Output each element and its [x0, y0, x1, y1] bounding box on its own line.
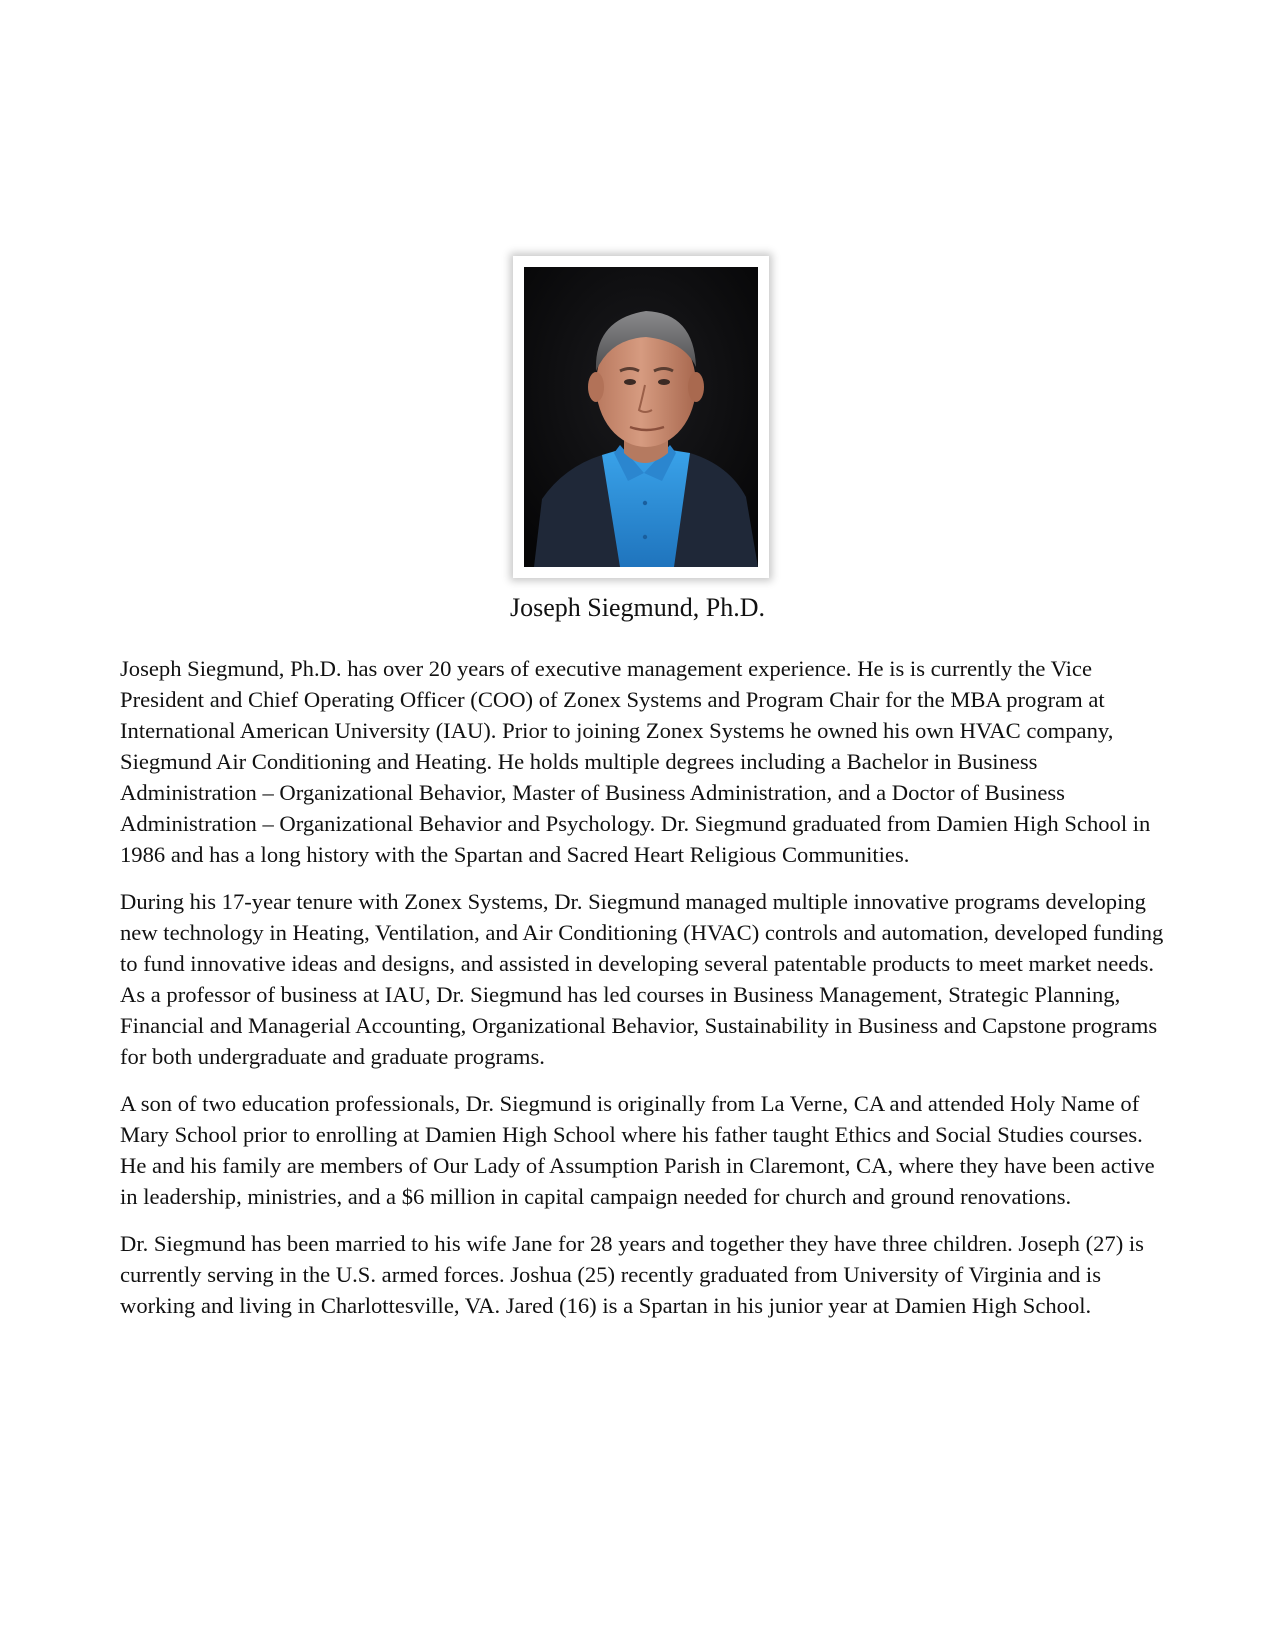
- bio-paragraph: Joseph Siegmund, Ph.D. has over 20 years of executive management experience. He is is currently the Vice President and Chief Operating Officer (COO) of Zonex Systems and Program Chair for the MBA program at International American University (IAU). Prior to joining Zonex Systems he owned his own HVAC company, Siegmund Air Conditioning and Heating. He holds multiple degrees including a Bachelor in Business Administration – Organizational Behavior, Master of Business Administration, and a Doctor of Business Administration – Organizational Behavior and Psychology. Dr. Siegmund graduated from Damien High School in 1986 and has a long history with the Spartan and Sacred Heart Religious Communities.: [120, 656, 1151, 867]
- shirt-button: [643, 501, 647, 505]
- bio-paragraph: During his 17-year tenure with Zonex Systems, Dr. Siegmund managed multiple innovative programs developing new technology in Heating, Ventilation, and Air Conditioning (HVAC) controls and automation, developed funding to fund innovative ideas and designs, and assisted in developing several patentable products to meet market needs. As a professor of business at IAU, Dr. Siegmund has led courses in Business Management, Strategic Planning, Financial and Managerial Accounting, Organizational Behavior, Sustainability in Business and Capstone programs for both undergraduate and graduate programs.: [120, 889, 1164, 1069]
- biography: [120, 653, 1165, 1337]
- ear-right: [688, 372, 704, 402]
- portrait-photo: [524, 267, 758, 567]
- eye-right: [658, 379, 670, 385]
- portrait-caption: Joseph Siegmund, Ph.D.: [510, 593, 765, 622]
- eye-left: [624, 379, 636, 385]
- portrait-frame: [513, 256, 769, 578]
- bio-paragraph: Dr. Siegmund has been married to his wife Jane for 28 years and together they have three children. Joseph (27) is currently serving in the U.S. armed forces. Joshua (25) recently graduated from University of Virginia and is working and living in Charlottesville, VA. Jared (16) is a Spartan in his junior year at Damien High School.: [120, 1231, 1144, 1318]
- bio-paragraph: A son of two education professionals, Dr. Siegmund is originally from La Verne, CA and attended Holy Name of Mary School prior to enrolling at Damien High School where his father taught Ethics and Social Studies courses. He and his family are members of Our Lady of Assumption Parish in Claremont, CA, where they have been active in leadership, ministries, and a $6 million in capital campaign needed for church and ground renovations.: [120, 1091, 1155, 1209]
- ear-left: [588, 372, 604, 402]
- shirt-button: [643, 535, 647, 539]
- portrait-illustration: [524, 267, 758, 567]
